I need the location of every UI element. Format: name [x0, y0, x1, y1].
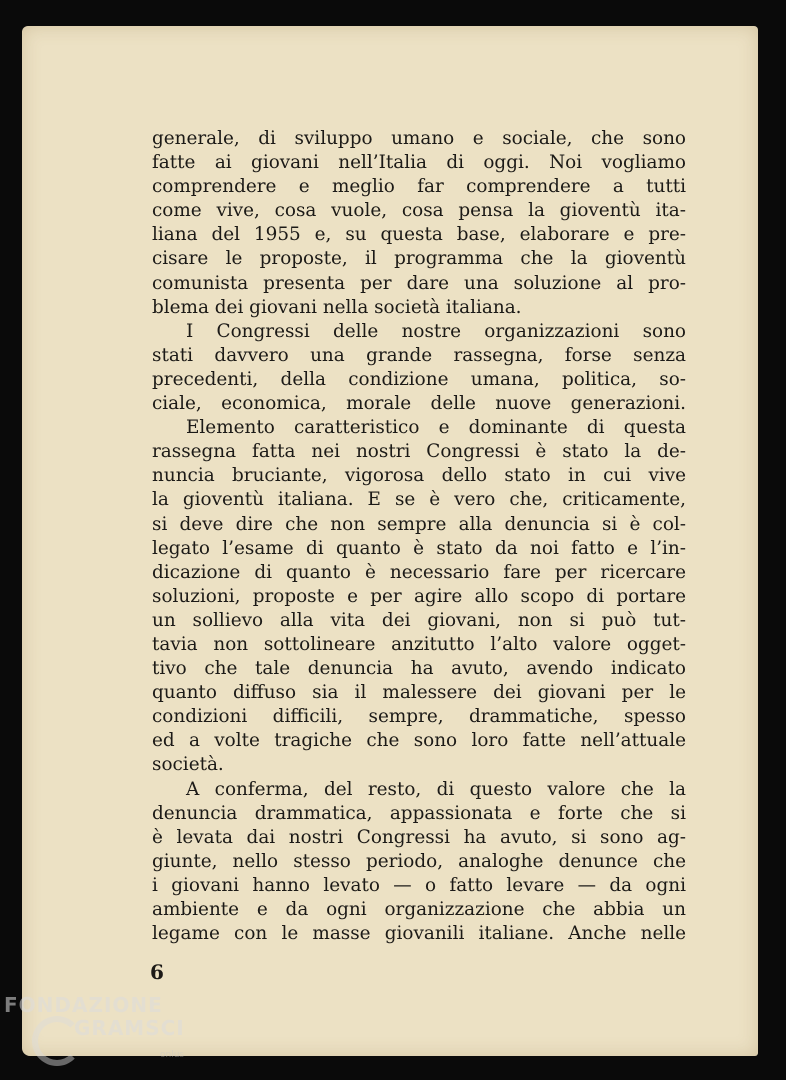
body-text	[152, 127, 686, 946]
text-line: A conferma, del resto, di questo valore che la	[186, 778, 686, 800]
text-line: legame con le masse giovanili italiane. Anche nelle	[152, 923, 686, 945]
text-line: giunte, nello stesso periodo, analoghe denunce che	[152, 850, 686, 872]
text-line: i giovani hanno levato — o fatto levare — da ogni	[152, 874, 686, 896]
text-line: liana del 1955 e, su questa base, elaborare e pre-	[152, 224, 686, 246]
text-line: rassegna fatta nei nostri Congressi è stato la de-	[152, 441, 686, 463]
watermark-logo-icon	[32, 1016, 82, 1066]
text-line: generale, di sviluppo umano e sociale, che sono	[152, 128, 686, 149]
text-line: società.	[152, 754, 224, 776]
text-line: blema dei giovani nella società italiana.	[152, 296, 522, 318]
text-line: come vive, cosa vuole, cosa pensa la gioventù ita-	[152, 200, 686, 222]
text-line: è levata dai nostri Congressi ha avuto, si sono ag-	[152, 826, 686, 848]
text-line: precedenti, della condizione umana, politica, so-	[152, 368, 686, 390]
text-line: ambiente e da ogni organizzazione che abbia un	[152, 899, 686, 920]
text-line: nuncia bruciante, vigorosa dello stato in cui vive	[152, 465, 686, 487]
text-line: comunista presenta per dare una soluzione al pro-	[152, 272, 686, 294]
text-line: soluzioni, proposte e per agire allo scopo di portare	[152, 585, 686, 607]
text-line: legato l’esame di quanto è stato da noi fatto e l’in-	[152, 537, 686, 559]
text-line: condizioni difficili, sempre, drammatiche, spesso	[152, 706, 686, 728]
text-line: si deve dire che non sempre alla denuncia si è col-	[152, 513, 686, 535]
text-line: quanto diffuso sia il malessere dei giovani per le	[152, 682, 686, 704]
watermark	[4, 994, 185, 1040]
text-line: I Congressi delle nostre organizzazioni sono	[186, 320, 686, 342]
page-number: 6	[150, 960, 164, 984]
text-line: dicazione di quanto è necessario fare per ricercare	[152, 561, 686, 583]
watermark-sub: onlus	[160, 1050, 185, 1060]
watermark-line-2: GRAMSCI	[74, 1016, 185, 1040]
text-line: ciale, economica, morale delle nuove generazioni.	[152, 393, 686, 415]
text-line: tavia non sottolineare anzitutto l’alto valore ogget-	[152, 633, 686, 655]
text-line: Elemento caratteristico e dominante di questa	[186, 417, 686, 439]
text-line: la gioventù italiana. E se è vero che, criticamente,	[152, 489, 686, 511]
text-line: fatte ai giovani nell’Italia di oggi. Noi vogliamo	[152, 152, 686, 174]
text-line: tivo che tale denuncia ha avuto, avendo indicato	[152, 658, 686, 680]
text-line: stati davvero una grande rassegna, forse senza	[152, 344, 686, 366]
text-line: denuncia drammatica, appassionata e forte che si	[152, 802, 686, 824]
text-line: cisare le proposte, il programma che la gioventù	[152, 248, 686, 270]
watermark-line-1: FONDAZIONE	[4, 993, 163, 1017]
text-line: ed a volte tragiche che sono loro fatte nell’attuale	[152, 730, 686, 752]
text-line: comprendere e meglio far comprendere a tutti	[152, 176, 686, 198]
text-line: un sollievo alla vita dei giovani, non si può tut-	[152, 609, 686, 631]
